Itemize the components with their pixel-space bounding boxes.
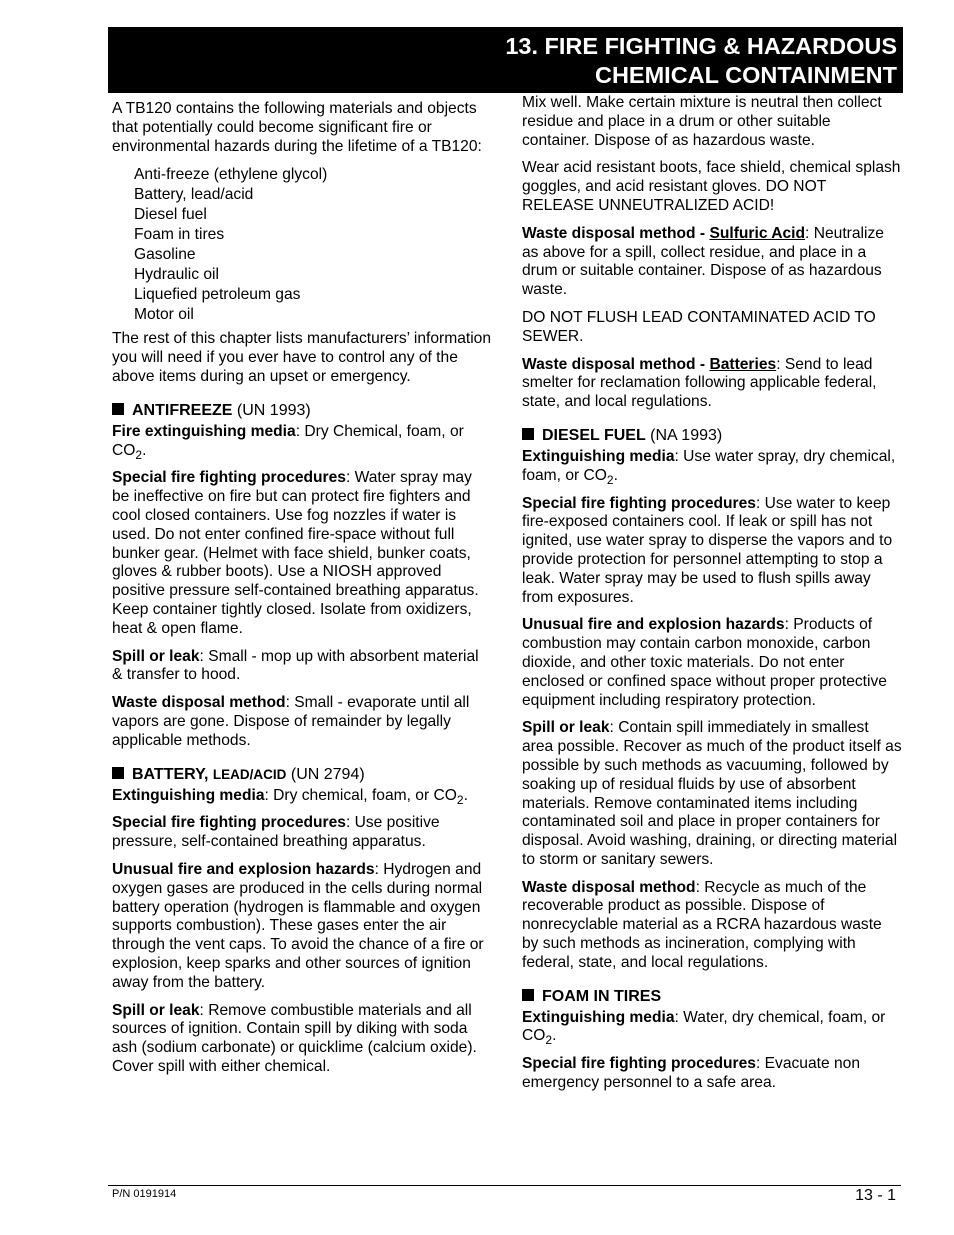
material-item: Hydraulic oil bbox=[134, 266, 219, 284]
material-item: Anti-freeze (ethylene glycol) bbox=[134, 166, 328, 184]
antifreeze-media: Fire extinguishing media: Dry Chemical, foam, or $CO_2$. bbox=[112, 422, 464, 462]
section-heading-foam: FOAM IN TIRES bbox=[522, 987, 902, 1006]
chapter-header bbox=[108, 27, 903, 93]
diesel-special: Special fire fighting procedures: Use water to keep fire-exposed containers cool. If leak or spill has not ignited, use water spray to disperse the vapors and to provide protection for personnel attempting to stop a leak. Water spray may be used to flush spills away from exposures. bbox=[522, 494, 893, 606]
part-number: P/N 0191914 bbox=[112, 1188, 177, 1200]
section-heading-battery: BATTERY, LEAD/ACID (UN 2794) bbox=[112, 765, 492, 784]
battery-unusual: Unusual fire and explosion hazards: Hydrogen and oxygen gases are produced in the cells during normal battery operation (hydrogen is flammable and oxygen supports combustion). These gases enter the air through the vent caps. To avoid the chance of a fire or explosion, keep sparks and other sources of ignition away from the battery. bbox=[112, 860, 484, 991]
diesel-spill: Spill or leak: Contain spill immediately in smallest area possible. Recover as much of the product itself as possible by such methods as vacuuming, followed by soaking up of residual fluids by use of absorbent materials. Remove contaminated items including contaminated soil and place in proper containers for disposal. Avoid washing, draining, or directing material to storm or sanitary sewers. bbox=[522, 719, 902, 868]
material-item: Battery, lead/acid bbox=[134, 186, 254, 204]
foam-special: Special fire fighting procedures: Evacuate non emergency personnel to a safe area. bbox=[522, 1055, 860, 1092]
section-heading-diesel: DIESEL FUEL (NA 1993) bbox=[522, 426, 902, 445]
battery-media: Extinguishing media: Dry chemical, foam, or $CO_2$. bbox=[112, 786, 468, 807]
diesel-waste: Waste disposal method: Recycle as much of the recoverable product as possible. Dispose of nonrecyclable material as a RCRA hazardous waste by such methods as incineration, complying with federal, state, and local regulations. bbox=[522, 878, 882, 971]
footer-rule bbox=[108, 1185, 901, 1186]
battery-continued-2: Wear acid resistant boots, face shield, chemical splash goggles, and acid resistant gloves. DO NOT RELEASE UNNEUTRALIZED ACID! bbox=[522, 159, 901, 214]
square-bullet-icon bbox=[112, 403, 124, 415]
material-item: Foam in tires bbox=[134, 226, 225, 244]
rest-paragraph: The rest of this chapter lists manufacturers’ information you will need if you ever have to control any of the above items during an upset or emergency. bbox=[112, 330, 492, 385]
section-heading-antifreeze: ANTIFREEZE (UN 1993) bbox=[112, 401, 492, 420]
antifreeze-special: Special fire fighting procedures: Water spray may be ineffective on fire but can protect fire fighters and cool closed containers. Use fog nozzles if water is used. Do not enter confined fire-space without full bunker gear. (Helmet with face shield, bunker coats, gloves & rubber boots). Use a NIOSH approved positive pressure self-contained breathing apparatus. Keep container tightly closed. Isolate from oxidizers, heat & open flame. bbox=[112, 469, 479, 637]
chapter-title-line-2: CHEMICAL CONTAINMENT bbox=[594, 62, 897, 88]
diesel-media: Extinguishing media: Use water spray, dry chemical, foam, or $CO_2$. bbox=[522, 447, 896, 487]
antifreeze-spill: Spill or leak: Small - mop up with absorbent material & transfer to hood. bbox=[112, 647, 479, 684]
square-bullet-icon bbox=[112, 767, 124, 779]
waste-sulfuric-acid: Waste disposal method - Sulfuric Acid: Neutralize as above for a spill, collect residue, and place in a drum or suitable container. Dispose of as hazardous waste. bbox=[522, 224, 884, 299]
battery-special: Special fire fighting procedures: Use positive pressure, self-contained breathing apparatus. bbox=[112, 814, 440, 851]
waste-batteries: Waste disposal method - Batteries: Send to lead smelter for reclamation following applicable federal, state, and local regulations. bbox=[522, 355, 877, 411]
material-item: Diesel fuel bbox=[134, 206, 207, 224]
diesel-unusual: Unusual fire and explosion hazards: Products of combustion may contain carbon monoxide, carbon dioxide, and other toxic materials. Do not enter enclosed or confined space without proper protective equipment including respiratory protection. bbox=[522, 616, 887, 709]
square-bullet-icon bbox=[522, 989, 534, 1001]
no-flush-warning: DO NOT FLUSH LEAD CONTAMINATED ACID TO SEWER. bbox=[522, 308, 876, 345]
square-bullet-icon bbox=[522, 428, 534, 440]
chapter-title-line-1: 13. FIRE FIGHTING & HAZARDOUS bbox=[505, 33, 897, 59]
battery-spill: Spill or leak: Remove combustible materials and all sources of ignition. Contain spill by diking with soda ash (sodium carbonate) or quicklime (calcium oxide). Cover spill with either chemical. bbox=[112, 1001, 477, 1075]
antifreeze-waste: Waste disposal method: Small - evaporate until all vapors are gone. Dispose of remainder by legally applicable methods. bbox=[112, 694, 470, 749]
page-number: 13 - 1 bbox=[855, 1187, 896, 1204]
battery-continued-1: Mix well. Make certain mixture is neutral then collect residue and place in a drum or other suitable container. Dispose of as hazardous waste. bbox=[522, 94, 882, 149]
material-item: Gasoline bbox=[134, 246, 196, 264]
left-column bbox=[112, 100, 492, 1086]
materials-list bbox=[134, 165, 492, 325]
material-item: Motor oil bbox=[134, 306, 194, 324]
intro-paragraph: A TB120 contains the following materials and objects that potentially could become significant fire or environmental hazards during the lifetime of a TB120: bbox=[112, 100, 482, 155]
foam-media: Extinguishing media: Water, dry chemical, foam, or $CO_2$. bbox=[522, 1008, 886, 1048]
right-column bbox=[522, 94, 902, 1102]
material-item: Liquefied petroleum gas bbox=[134, 286, 301, 304]
